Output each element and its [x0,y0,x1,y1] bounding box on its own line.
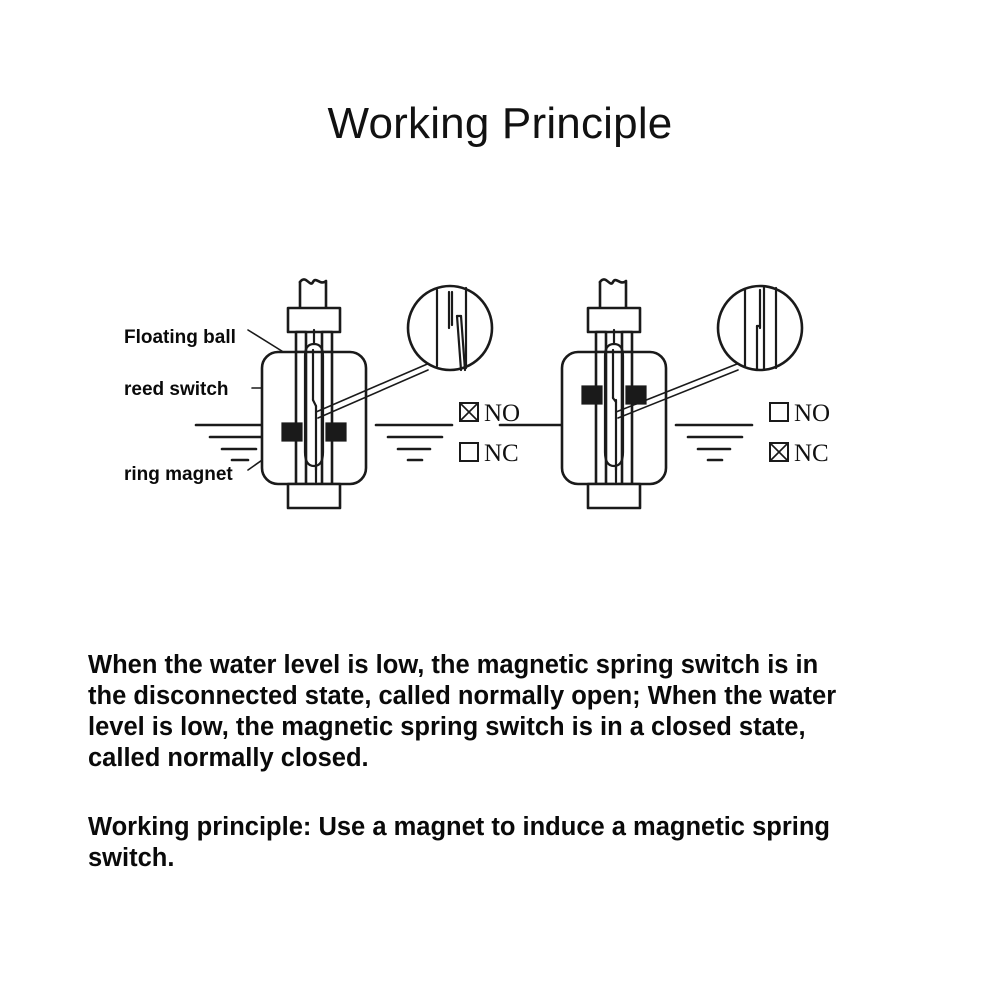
paragraph2-line1: Working principle: Use a magnet to induce a magnetic spring [88,813,830,841]
paragraph-working-principle [88,812,920,874]
left-bottom-collar [288,484,340,508]
right-stem-break [600,279,626,308]
paragraph1-line2: the disconnected state, called normally open; When the water [88,682,837,710]
right-checkbox-nc[interactable] [770,440,829,467]
left-state-checkboxes[interactable] [460,400,520,467]
label-ring-magnet: ring magnet [124,464,233,485]
working-principle-figure [0,270,1000,540]
right-ring-magnet-a [582,386,602,404]
left-checkbox-nc[interactable] [460,440,519,467]
right-top-collar [588,308,640,332]
left-detail-inset [408,286,492,370]
right-checkbox-no[interactable] [770,400,830,427]
paragraph1-line3: level is low, the magnetic spring switch is in a closed state, [88,713,806,741]
label-floating-ball: Floating ball [124,327,236,348]
label-reed-switch: reed switch [124,379,229,400]
right-detail-inset [718,286,802,370]
water-level-right-inner [676,425,752,460]
left-ring-magnet-b [326,423,346,441]
left-panel [124,279,520,508]
right-panel [500,279,830,508]
paragraph1-line4: called normally closed. [88,744,369,772]
left-checkbox-nc-label: NC [484,440,519,467]
left-ring-magnet-a [282,423,302,441]
left-stem-break [300,279,326,308]
paragraph1-line1: When the water level is low, the magnetic spring switch is in [88,651,819,679]
page-title: Working Principle [327,99,673,148]
right-bottom-collar [588,484,640,508]
left-top-collar [288,308,340,332]
left-checkbox-no-label: NO [484,400,521,427]
paragraph-normally-open-closed [88,650,920,774]
water-level-left-inner [376,425,452,460]
right-checkbox-nc-label: NC [794,440,829,467]
left-checkbox-no[interactable] [460,400,520,427]
right-state-checkboxes[interactable] [770,400,830,467]
figure-svg [0,270,1000,540]
right-checkbox-no-label: NO [794,400,831,427]
paragraph2-line2: switch. [88,844,175,872]
